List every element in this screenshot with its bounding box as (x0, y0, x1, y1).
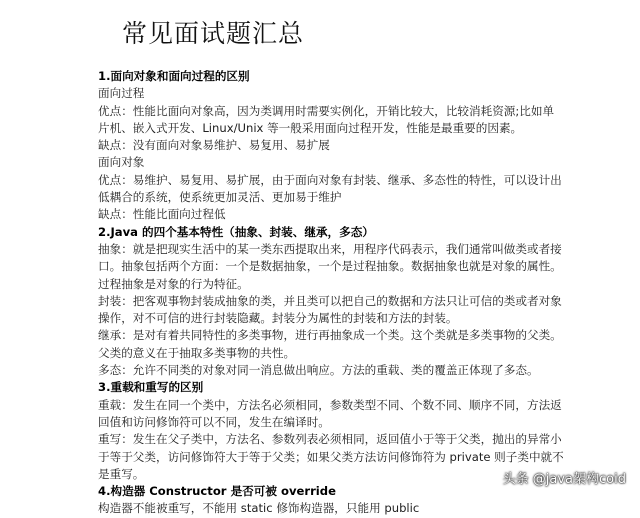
body-text-line: 操作，对不可信的进行封装隐藏。封装分为属性的封装和方法的封装。 (98, 311, 458, 326)
body-text-line: 多态：允许不同类的对象对同一消息做出响应。方法的重载、类的覆盖正体现了多态。 (98, 363, 539, 378)
section-heading: 1.面向对象和面向过程的区别 (98, 69, 250, 83)
body-text-line: 面向对象 (98, 155, 145, 170)
document-body (98, 68, 628, 518)
section-heading: 3.重载和重写的区别 (98, 380, 204, 395)
section-heading: 4.构造器 Constructor 是否可被 override (98, 484, 336, 499)
body-text-line: 优点：易维护、易复用、易扩展，由于面向对象有封装、继承、多态性的特性，可以设计出 (98, 172, 562, 187)
body-text-line: 是重写。 (98, 466, 145, 481)
body-text-line: 缺点：没有面向对象易维护、易复用、易扩展 (98, 138, 330, 153)
body-text-line: 片机、嵌入式开发、Linux/Unix 等一般采用面向过程开发，性能是最重要的因素。 (98, 120, 523, 135)
body-text-line: 优点：性能比面向对象高，因为类调用时需要实例化，开销比较大，比较消耗资源;比如单 (98, 103, 555, 118)
body-text-line: 口。抽象包括两个方面：一个是数据抽象，一个是过程抽象。数据抽象也就是对象的属性。 (98, 259, 562, 274)
section-heading: 2.Java 的四个基本特性（抽象、封装、继承，多态） (98, 224, 374, 239)
body-text-line: 缺点：性能比面向过程低 (98, 207, 226, 222)
page-title: 常见面试题汇总 (122, 19, 305, 48)
body-text-line: 父类的意义在于抽取多类事物的共性。 (98, 345, 296, 360)
body-text-line: 继承：是对有着共同特性的多类事物，进行再抽象成一个类。这个类就是多类事物的父类。 (98, 328, 562, 343)
body-text-line: 重载：发生在同一个类中，方法名必须相同，参数类型不同、个数不同、顺序不同，方法返 (98, 397, 562, 412)
body-text-line: 面向过程 (98, 86, 145, 101)
body-text-line: 封装：把客观事物封装成抽象的类，并且类可以把自己的数据和方法只让可信的类或者对象 (98, 293, 562, 308)
body-text-line: 回值和访问修饰符可以不同，发生在编译时。 (98, 414, 330, 429)
watermark: 头条 @java架构coid (502, 472, 626, 487)
body-text-line: 于等于父类，访问修饰符大于等于父类；如果父类方法访问修饰符为 private 则子类中就不 (98, 449, 564, 464)
body-text-line: 构造器不能被重写，不能用 static 修饰构造器，只能用 public (98, 501, 420, 516)
body-text-line: 抽象：就是把现实生活中的某一类东西提取出来，用程序代码表示，我们通常叫做类或者接 (98, 241, 562, 256)
body-text-line: 低耦合的系统，使系统更加灵活、更加易于维护 (98, 190, 342, 205)
body-text-line: 过程抽象是对象的行为特征。 (98, 276, 249, 291)
body-text-line: 重写：发生在父子类中，方法名、参数列表必须相同，返回值小于等于父类，抛出的异常小 (98, 432, 562, 447)
